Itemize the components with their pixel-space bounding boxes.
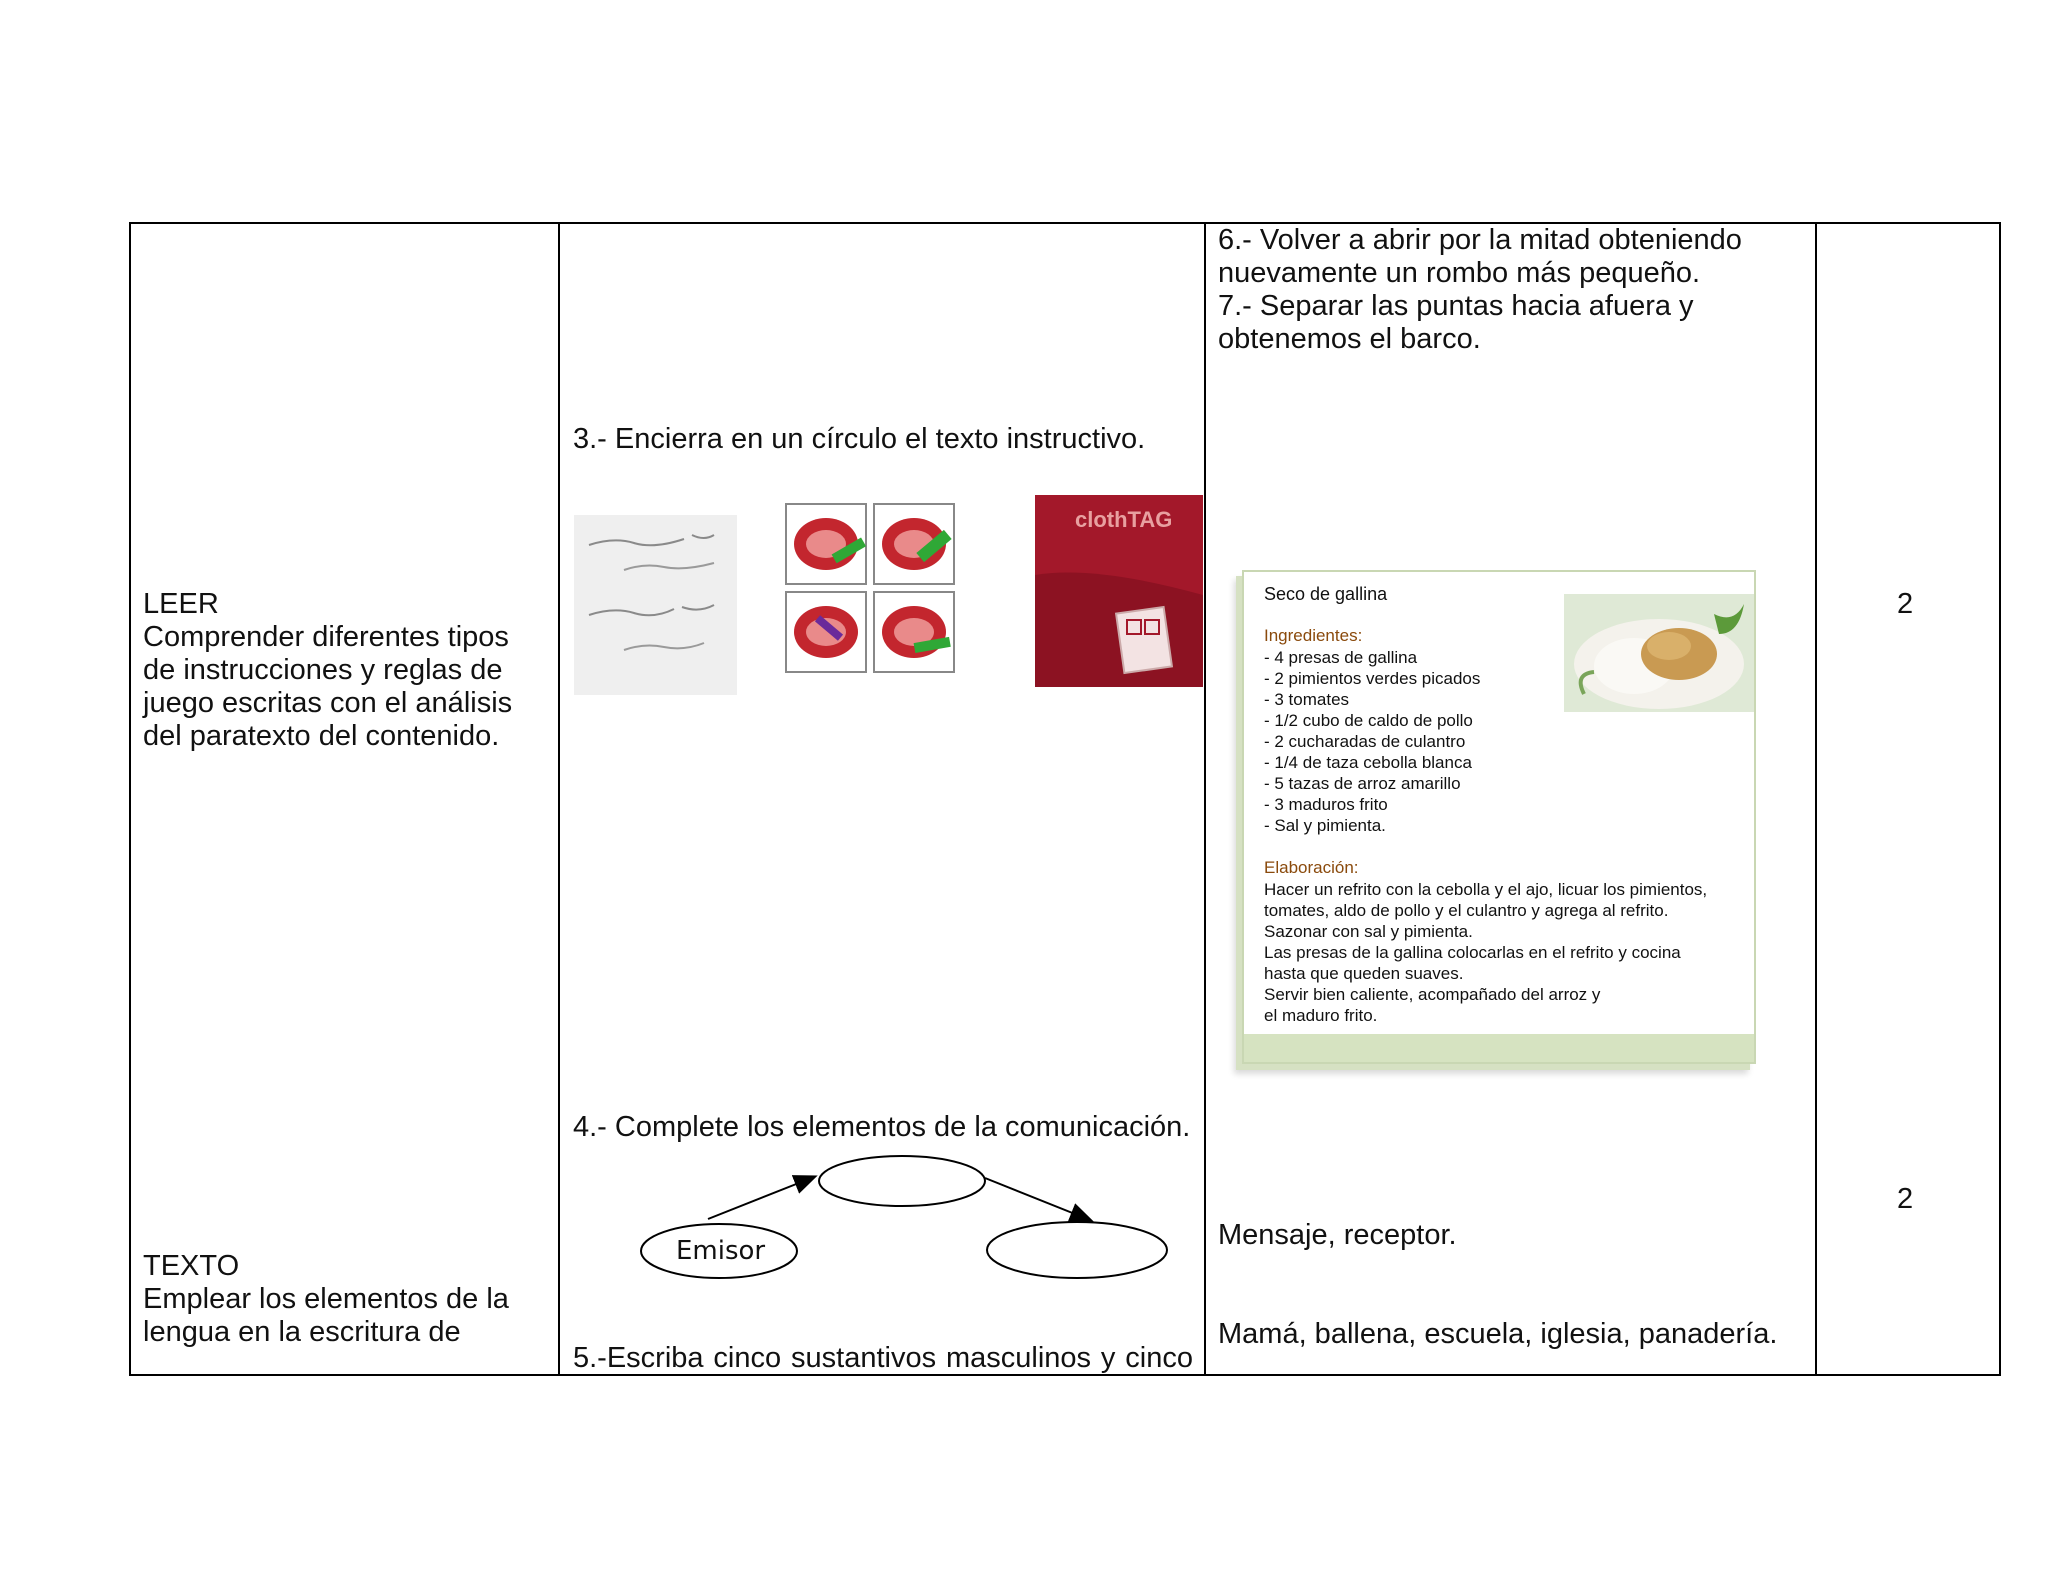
ingredients-list: - 4 presas de gallina - 2 pimientos verdes picados - 3 tomates - 1/2 cubo de caldo de pollo - 2 cucharadas de culantro - 1/4 de taza cebolla blanca - 5 tazas de arroz amarillo - 3 maduros frito - Sal y pimienta. xyxy=(1264,648,1481,835)
question-5: 5.-Escriba cinco sustantivos masculinos y cinco xyxy=(573,1342,1193,1374)
recipe-card xyxy=(1242,570,1756,1064)
communication-diagram xyxy=(630,1148,1180,1288)
score-1: 2 xyxy=(1897,588,1914,620)
question-4: 4.- Complete los elementos de la comunicación. xyxy=(573,1111,1191,1143)
column-divider-3 xyxy=(1815,222,1817,1376)
answer-4: Mensaje, receptor. xyxy=(1218,1219,1457,1251)
tooth-brushing-steps-image xyxy=(784,502,956,674)
elaboration-label: Elaboración: xyxy=(1264,858,1359,877)
folding-steps: 6.- Volver a abrir por la mitad obteniendo nuevamente un rombo más pequeño. 7.- Separar las puntas hacia afuera y obtenemos el barco. xyxy=(1218,224,1742,355)
elaboration-text: Hacer un refrito con la cebolla y el ajo, licuar los pimientos, tomates, aldo de pollo y el culantro y agrega al refrito. Sazonar con sal y pimienta. Las presas de la gallina colocarlas en el refrito y cocina hasta que queden suaves. Servir bien caliente, acompañado del arroz y el maduro frito. xyxy=(1264,880,1708,1025)
recipe-title: Seco de gallina xyxy=(1264,584,1388,604)
table-left-border xyxy=(129,222,131,1376)
message-ellipse xyxy=(819,1156,985,1206)
receptor-ellipse xyxy=(987,1222,1167,1278)
column-divider-1 xyxy=(558,222,560,1376)
texto-objective: Emplear los elementos de la lengua en la escritura de xyxy=(143,1283,509,1348)
arrow-emisor-to-message xyxy=(708,1177,814,1219)
clothing-tag-image xyxy=(1035,495,1203,687)
texto-heading: TEXTO xyxy=(143,1250,240,1282)
arrow-message-to-receptor xyxy=(985,1178,1090,1220)
tag-logo: clothTAG xyxy=(1075,507,1173,532)
leer-heading: LEER xyxy=(143,588,219,620)
leer-objective: Comprender diferentes tipos de instrucciones y reglas de juego escritas con el análisis del paratexto del contenido. xyxy=(143,621,513,752)
ingredients-label: Ingredientes: xyxy=(1264,626,1363,645)
score-2: 2 xyxy=(1897,1183,1914,1215)
handwritten-note-image xyxy=(574,515,737,695)
table-right-border xyxy=(1999,222,2001,1376)
recipe-photo xyxy=(1564,594,1754,712)
emisor-label: Emisor xyxy=(676,1236,766,1266)
answer-5: Mamá, ballena, escuela, iglesia, panadería. xyxy=(1218,1318,1778,1350)
question-3: 3.- Encierra en un círculo el texto instructivo. xyxy=(573,423,1146,455)
column-divider-2 xyxy=(1204,222,1206,1376)
recipe-footer-bar xyxy=(1244,1034,1754,1062)
